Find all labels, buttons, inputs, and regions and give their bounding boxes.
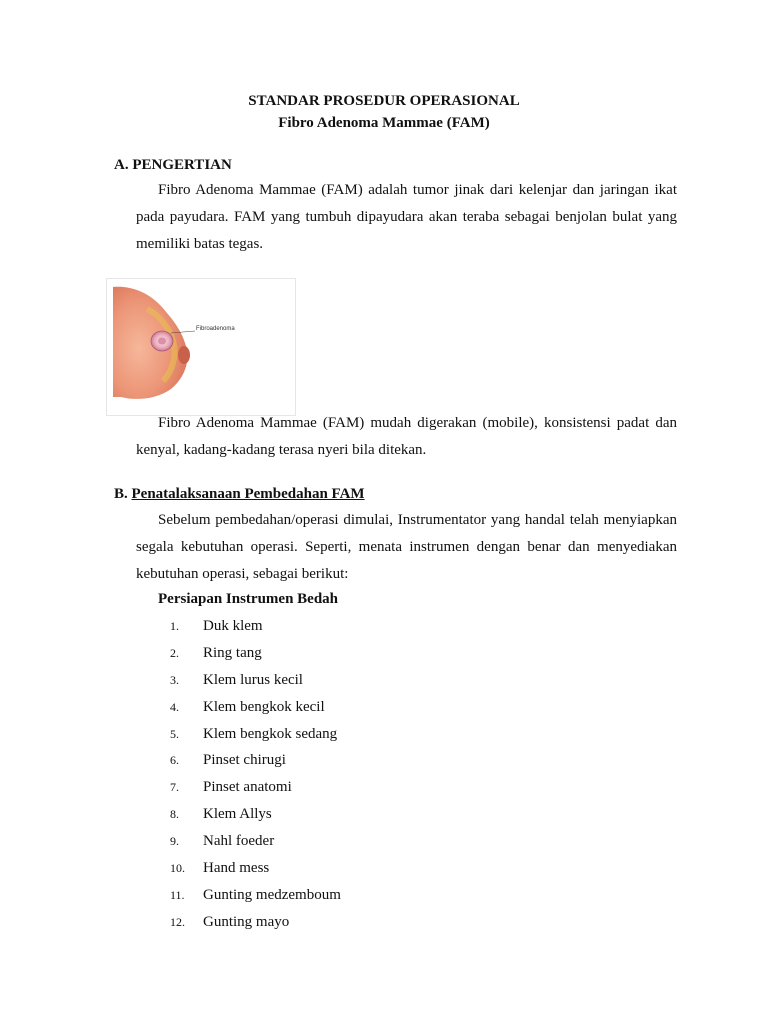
list-item-number: 12. — [170, 914, 185, 929]
list-item-number: 3. — [170, 672, 179, 687]
document-title: STANDAR PROSEDUR OPERASIONAL — [248, 93, 520, 109]
list-item-text: Ring tang — [203, 644, 262, 661]
lump-core — [158, 338, 166, 345]
list-item-text: Klem bengkok sedang — [203, 725, 338, 742]
list-item-number: 5. — [170, 726, 179, 741]
list-item-text: Pinset chirugi — [203, 752, 286, 769]
list-item-text: Nahl foeder — [203, 833, 275, 850]
list-item — [170, 774, 341, 801]
list-item — [170, 613, 341, 640]
list-item-text: Klem Allys — [203, 806, 272, 823]
instrument-subheading: Persiapan Instrumen Bedah — [158, 591, 339, 607]
section-a-paragraph: Fibro Adenoma Mammae (FAM) adalah tumor jinak dari kelenjar dan jaringan ikat pada payudara. FAM yang tumbuh dipayudara akan teraba sebagai benjolan bulat yang memiliki batas tegas. — [136, 182, 677, 252]
list-item-number: 4. — [170, 699, 179, 714]
list-item-number: 10. — [170, 861, 185, 876]
list-item-number: 8. — [170, 807, 179, 822]
list-item — [170, 909, 341, 936]
section-b-paragraph: Sebelum pembedahan/operasi dimulai, Instrumentator yang handal telah menyiapkan segala kebutuhan operasi. Seperti, menata instrumen dengan benar dan menyediakan kebutuhan operasi, sebagai berikut: — [136, 512, 677, 582]
list-item-text: Gunting medzemboum — [203, 886, 341, 903]
list-item — [170, 855, 341, 882]
list-item — [170, 694, 341, 721]
list-item — [170, 828, 341, 855]
areola-shape — [178, 346, 190, 364]
section-b-heading — [114, 486, 365, 503]
list-item-text: Duk klem — [203, 618, 263, 634]
section-a-heading: A. PENGERTIAN — [114, 157, 232, 173]
list-item-text: Gunting mayo — [203, 913, 290, 930]
breast-diagram — [107, 279, 295, 415]
list-item-number: 2. — [170, 645, 179, 660]
list-item-number: 7. — [170, 780, 179, 795]
fibroadenoma-illustration — [106, 278, 296, 416]
section-b-title: Penatalaksanaan Pembedahan FAM — [131, 486, 365, 502]
list-item — [170, 667, 341, 694]
list-item-text: Hand mess — [203, 860, 270, 877]
section-a-paragraph-2: Fibro Adenoma Mammae (FAM) mudah digerakan (mobile), konsistensi padat dan kenyal, kadang-kadang terasa nyeri bila ditekan. — [136, 415, 677, 458]
section-b-prefix: B. — [114, 486, 132, 502]
list-item — [170, 747, 341, 774]
list-item-text: Klem lurus kecil — [203, 671, 303, 688]
list-item-text: Klem bengkok kecil — [203, 698, 325, 715]
figure-label: Fibroadenoma — [196, 326, 235, 332]
list-item — [170, 640, 341, 667]
list-item — [170, 882, 341, 909]
document-subtitle: Fibro Adenoma Mammae (FAM) — [278, 115, 490, 131]
list-item — [170, 801, 341, 828]
instrument-list — [170, 613, 341, 936]
list-item-number: 11. — [170, 887, 185, 902]
list-item-number: 1. — [170, 619, 179, 633]
list-item-number: 9. — [170, 834, 179, 849]
list-item-number: 6. — [170, 753, 179, 768]
list-item — [170, 721, 341, 748]
list-item-text: Pinset anatomi — [203, 779, 292, 796]
